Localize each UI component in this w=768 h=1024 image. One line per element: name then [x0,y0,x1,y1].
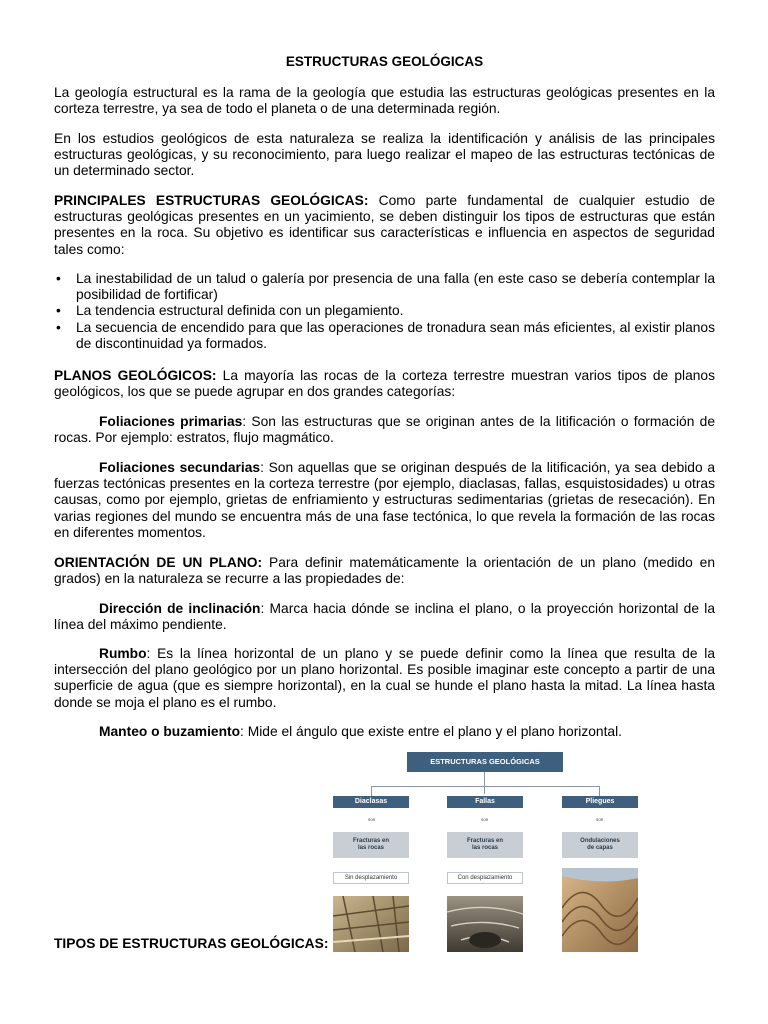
connector-line [484,772,485,794]
pliegues-photo [562,868,638,952]
branch-desc: Ondulaciones de capas [562,832,638,858]
principales-bullet-list [54,271,715,352]
direccion-paragraph: Dirección de inclinación: Marca hacia dónde se inclina el plano, o la proyección horizontal de la línea del máximo pendiente. [54,601,715,633]
branch-connector-label: son [368,817,376,822]
branch-desc: Fracturas en las rocas [333,832,409,858]
branch-fallas: Fallas [447,796,523,808]
fallas-photo [447,896,523,952]
list-item: • La secuencia de encendido para que las operaciones de tronadura sean más eficientes, al existir planos de discontinuidad ya formados. [56,319,715,351]
branch-pliegues: Pliegues [562,796,638,808]
principales-heading: PRINCIPALES ESTRUCTURAS GEOLÓGICAS: [54,193,369,208]
branch-diaclasas: Diaclasas [333,796,409,808]
principales-text: Como parte fundamental de cualquier estudio de estructuras geológicas presentes en un yacimiento, se deben distinguir los tipos de estructuras que están presentes en la roca. Su objetivo es identificar sus características e influencia en aspectos de seguridad tales como: [54,193,715,257]
bullet-icon: • [56,303,61,319]
branch-connector-label: son [596,817,604,822]
connector-line [371,786,599,787]
connector-line [599,786,600,796]
foliaciones-secundarias-paragraph: Foliaciones secundarias: Son aquellas que se originan después de la litificación, ya sea debido a fuerzas tectónicas presentes en la corteza terrestre (por ejemplo, diaclasas, fallas, esquistosidades) u otras causas, como por ejemplo, grietas de enfriamiento y estructuras sedimentarias (grietas de resecación). En varias regiones del mundo se encuentra más de una fase tectónica, lo que revela la formación de las rocas en diferentes momentos. [54,460,715,540]
intro-paragraph-1: La geología estructural es la rama de la geología que estudia las estructuras geológicas presentes en la corteza terrestre, ya sea de todo el planeta o de una determinada región. [54,85,715,117]
tipos-heading: TIPOS DE ESTRUCTURAS GEOLÓGICAS: [54,936,329,951]
bullet-icon: • [56,319,61,335]
bullet-icon: • [56,271,61,286]
rumbo-paragraph: Rumbo: Es la línea horizontal de un plano y se puede definir como la línea que resulta de la intersección del plano geológico por un plano horizontal. Es posible imaginar este concepto a partir de una superficie de agua (que es siempre horizontal), en la cual se hunde el plano hasta la mitad. La línea hasta donde se moja el plano es el rumbo. [54,646,715,710]
branch-desc: Fracturas en las rocas [447,832,523,858]
foliaciones-primarias-paragraph: Foliaciones primarias: Son las estructuras que se originan antes de la litificación o formación de rocas. Por ejemplo: estratos, flujo magmático. [54,414,715,446]
connector-line [371,786,372,796]
list-item: • La tendencia estructural definida con un plegamiento. [56,303,404,319]
principales-paragraph [54,193,715,258]
orientacion-heading: ORIENTACIÓN DE UN PLANO: [54,555,263,570]
diaclasas-photo [333,896,409,952]
branch-sub: Sin desplazamiento [333,872,409,884]
branch-sub: Con desplazamiento [447,872,523,884]
manteo-paragraph: Manteo o buzamiento: Mide el ángulo que existe entre el plano y el plano horizontal. [99,724,623,739]
orientacion-paragraph: ORIENTACIÓN DE UN PLANO: Para definir matemáticamente la orientación de un plano (medido en grados) en la naturaleza se recurre a las propiedades de: [54,555,715,587]
branch-connector-label: son [481,817,489,822]
structures-diagram [331,750,641,952]
document-title: ESTRUCTURAS GEOLÓGICAS [285,54,484,69]
planos-heading: PLANOS GEOLÓGICOS: [54,368,217,383]
intro-paragraph-2: En los estudios geológicos de esta naturaleza se realiza la identificación y análisis de las principales estructuras geológicas, y su reconocimiento, para luego realizar el mapeo de las estructuras tectónicas de un determinado sector. [54,131,715,179]
list-item: • La inestabilidad de un talud o galería por presencia de una falla (en este caso se debería contemplar la posibilidad de fortificar) [56,271,715,303]
planos-paragraph: PLANOS GEOLÓGICOS: La mayoría las rocas de la corteza terrestre muestran varios tipos de planos geológicos, los que se puede agrupar en dos grandes categorías: [54,368,715,400]
diagram-root: ESTRUCTURAS GEOLÓGICAS [407,752,563,772]
